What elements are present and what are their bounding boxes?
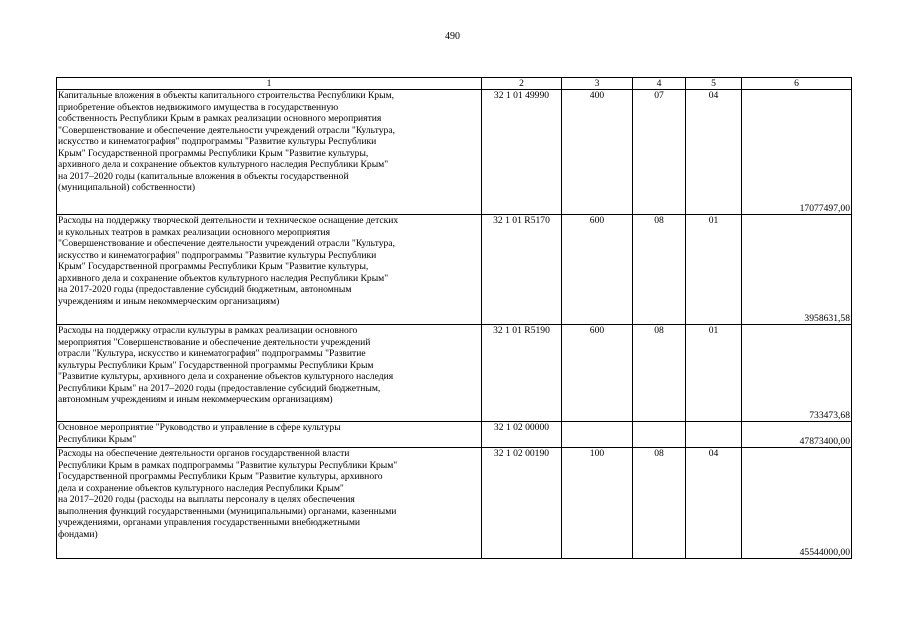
row-section (633, 422, 686, 448)
row-amount: 47873400,00 (742, 422, 852, 448)
row-target-code: 32 1 01 R5190 (482, 325, 562, 422)
row-target-code: 32 1 01 R5170 (482, 215, 562, 325)
row-target-code: 32 1 01 49990 (482, 90, 562, 215)
header-col-3: 3 (562, 78, 633, 90)
row-expense-type (562, 422, 633, 448)
header-col-2: 2 (482, 78, 562, 90)
row-description: Расходы на обеспечение деятельности органов государственной власти Республики Крым в рамках подпрограммы "Развитие культуры Республики Крым" Государственной программы Республики Крым "Развитие культуры, архивного дела и сохранение объектов культурного наследия Республики Крым" на 2017–2020 годы (расходы на выплаты персоналу в целях обеспечения выполнения функций государственными (муниципальными) органами, казенными учреждениями, органами управления государственными внебюджетными фондами) (57, 448, 482, 559)
row-subsection: 04 (686, 448, 742, 559)
table-row (57, 215, 852, 325)
row-section: 07 (633, 90, 686, 215)
row-expense-type: 600 (562, 215, 633, 325)
table-row (57, 448, 852, 559)
page-number: 490 (445, 31, 460, 42)
row-subsection: 01 (686, 325, 742, 422)
row-description: Расходы на поддержку творческой деятельности и техническое оснащение детских и кукольных театров в рамках реализации основного мероприятия "Совершенствование и обеспечение деятельности учреждений отрасли "Культура, искусство и кинематография" подпрограммы "Развитие культуры Республики Крым" Государственной программы Республики Крым "Развитие культуры, архивного дела и сохранение объектов культурного наследия Республики Крым" на 2017-2020 годы (предоставление субсидий бюджетным, автономным учреждениям и иным некоммерческим организациям) (57, 215, 482, 325)
header-col-4: 4 (633, 78, 686, 90)
row-expense-type: 400 (562, 90, 633, 215)
row-description: Расходы на поддержку отрасли культуры в рамках реализации основного мероприятия "Совершенствование и обеспечение деятельности учреждений отрасли "Культура, искусство и кинематография" подпрограммы "Развитие культуры Республики Крым" Государственной программы Республики Крым "Развитие культуры, архивного дела и сохранение объектов культурного наследия Республики Крым" на 2017–2020 годы (предоставление субсидий бюджетным, автономным учреждениям и иным некоммерческим организациям) (57, 325, 482, 422)
row-expense-type: 600 (562, 325, 633, 422)
row-section: 08 (633, 448, 686, 559)
row-description: Капитальные вложения в объекты капитального строительства Республики Крым, приобретение объектов недвижимого имущества в государственную собственность Республики Крым в рамках реализации основного мероприятия "Совершенствование и обеспечение деятельности учреждений отрасли "Культура, искусство и кинематография" подпрограммы "Развитие культуры Республики Крым" Государственной программы Республики Крым "Развитие культуры, архивного дела и сохранение объектов культурного наследия Республики Крым" на 2017–2020 годы (капитальные вложения в объекты государственной (муниципальной) собственности) (57, 90, 482, 215)
row-subsection: 01 (686, 215, 742, 325)
header-col-5: 5 (686, 78, 742, 90)
row-section: 08 (633, 215, 686, 325)
row-amount: 3958631,58 (742, 215, 852, 325)
table-row (57, 422, 852, 448)
header-col-6: 6 (742, 78, 852, 90)
budget-table (56, 77, 852, 559)
row-subsection (686, 422, 742, 448)
table-row (57, 90, 852, 215)
header-col-1: 1 (57, 78, 482, 90)
row-amount: 45544000,00 (742, 448, 852, 559)
row-target-code: 32 1 02 00000 (482, 422, 562, 448)
row-subsection: 04 (686, 90, 742, 215)
row-section: 08 (633, 325, 686, 422)
row-expense-type: 100 (562, 448, 633, 559)
table-header-row (57, 78, 852, 90)
table-row (57, 325, 852, 422)
row-amount: 17077497,00 (742, 90, 852, 215)
row-amount: 733473,68 (742, 325, 852, 422)
row-description: Основное мероприятие "Руководство и управление в сфере культуры Республики Крым" (57, 422, 482, 448)
row-target-code: 32 1 02 00190 (482, 448, 562, 559)
